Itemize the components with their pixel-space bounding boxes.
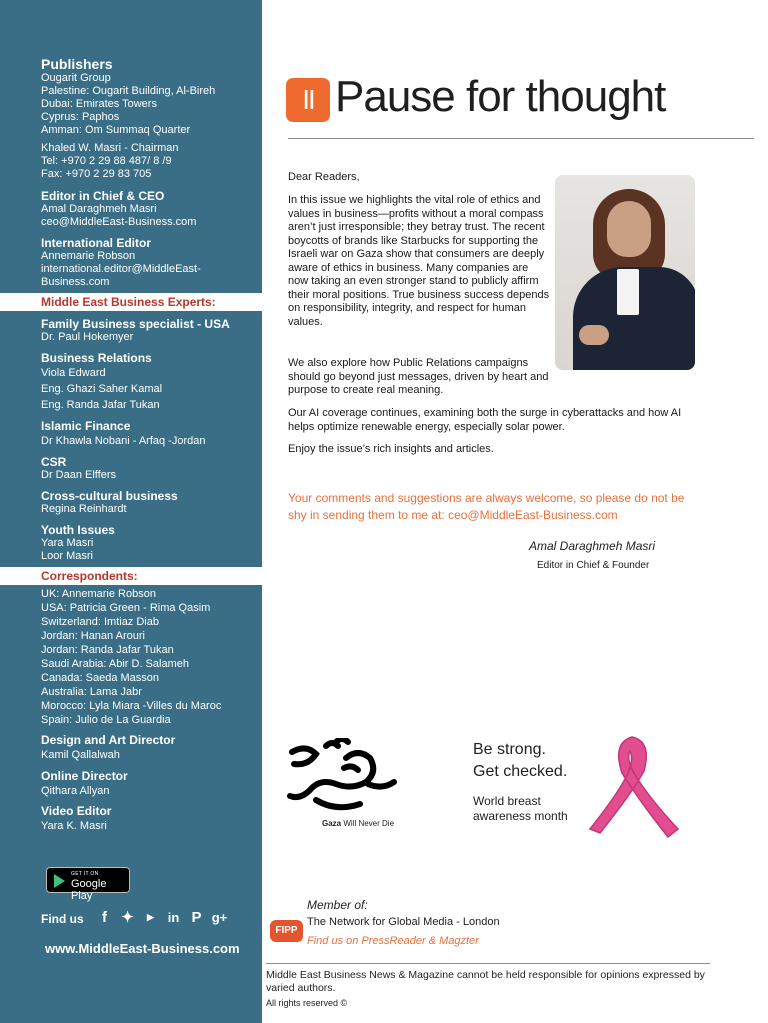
editor-title: Editor in Chief & CEO <box>41 189 165 203</box>
youtube-icon[interactable]: ▶ <box>147 912 154 922</box>
correspondent-item: Jordan: Randa Jafar Tukan <box>41 644 174 656</box>
experts-band <box>0 293 262 311</box>
youth-name: Loor Masri <box>41 550 93 562</box>
islamic-block <box>41 419 256 448</box>
cross-name: Regina Reinhardt <box>41 503 127 515</box>
comment-invitation: Your comments and suggestions are always welcome, so please do not be shy in sending them to me at: ceo@MiddleEast-Business.com <box>288 491 685 522</box>
chairman-line: Khaled W. Masri - Chairman <box>41 142 179 154</box>
google-play-label: Google Play <box>71 878 107 902</box>
experts-heading: Middle East Business Experts: <box>41 295 216 309</box>
pinterest-icon[interactable]: P <box>191 909 202 926</box>
breast-line-3: World breast <box>473 794 541 808</box>
video-block <box>41 804 256 833</box>
pause-logo: II <box>286 78 330 122</box>
footer-divider <box>266 963 710 964</box>
cross-title: Cross-cultural business <box>41 489 178 503</box>
correspondent-item: Spain: Julio de La Guardia <box>41 714 171 726</box>
design-name: Kamil Qallalwah <box>41 749 120 761</box>
correspondents-heading: Correspondents: <box>41 569 138 583</box>
online-name: Qithara Allyan <box>41 785 110 797</box>
editor-block <box>41 189 256 229</box>
family-block <box>41 317 256 344</box>
correspondent-item: Saudi Arabia: Abir D. Salameh <box>41 658 189 670</box>
google-play-small-label: GET IT ON <box>71 871 99 877</box>
breast-slogan <box>473 739 567 783</box>
paragraph: Enjoy the issue’s rich insights and articles. <box>288 443 494 455</box>
online-block <box>41 769 256 798</box>
csr-block <box>41 455 256 482</box>
rights-text: All rights reserved © <box>266 998 348 1008</box>
breast-line-4: awareness month <box>473 809 568 823</box>
member-of-label: Member of: <box>307 898 368 912</box>
disclaimer: Middle East Business News & Magazine cannot be held responsible for opinions expressed by varied authors. <box>266 969 705 994</box>
correspondents-band <box>0 567 262 585</box>
gaza-caption-bold: Gaza <box>322 819 342 828</box>
relations-block <box>41 351 256 412</box>
relations-name: Viola Edward <box>41 367 106 379</box>
twitter-icon[interactable]: ✦ <box>121 909 134 926</box>
sidebar <box>0 0 262 1023</box>
signature-name: Amal Daraghmeh Masri <box>529 539 656 553</box>
islamic-title: Islamic Finance <box>41 419 131 433</box>
design-title: Design and Art Director <box>41 733 176 747</box>
pressreader-link[interactable]: Find us on PressReader & Magzter <box>307 935 479 947</box>
page-title: Pause for thought <box>335 72 666 121</box>
correspondent-item: Switzerland: Imtiaz Diab <box>41 616 159 628</box>
google-play-button[interactable] <box>46 867 130 902</box>
youth-name: Yara Masri <box>41 537 94 549</box>
linkedin-icon[interactable]: in <box>167 910 180 925</box>
islamic-name: Dr Khawla Nobani - Arfaq -Jordan <box>41 435 206 447</box>
social-icons <box>95 908 229 927</box>
design-block <box>41 733 256 762</box>
intl-editor-title: International Editor <box>41 236 152 250</box>
publishers-line: Ougarit Group <box>41 72 111 84</box>
breast-month <box>473 794 568 824</box>
publishers-line: Palestine: Ougarit Building, Al-Bireh <box>41 85 216 97</box>
gaza-caption <box>322 819 394 828</box>
find-us-label: Find us <box>41 912 84 926</box>
gaza-calligraphy-logo <box>286 738 398 832</box>
family-name: Dr. Paul Hokemyer <box>41 331 134 343</box>
publishers-line: Amman: Om Summaq Quarter <box>41 124 191 136</box>
csr-title: CSR <box>41 455 67 469</box>
family-title: Family Business specialist - USA <box>41 317 230 331</box>
gaza-caption-rest: Will Never Die <box>341 819 395 828</box>
cross-block <box>41 489 256 516</box>
fipp-logo: FIPP <box>270 920 303 942</box>
paragraph: We also explore how Public Relations campaigns should go beyond just messages, driven by heart and purpose to create real meaning. <box>288 357 549 396</box>
google-play-icon <box>54 874 65 888</box>
editor-email[interactable]: ceo@MiddleEast-Business.com <box>41 216 197 228</box>
greeting: Dear Readers, <box>288 171 360 183</box>
csr-name: Dr Daan Elffers <box>41 469 116 481</box>
correspondent-item: Jordan: Hanan Arouri <box>41 630 145 642</box>
online-title: Online Director <box>41 769 128 783</box>
correspondent-item: Canada: Saeda Masson <box>41 672 160 684</box>
intl-editor-name: Annemarie Robson <box>41 250 136 262</box>
paragraph: Our AI coverage continues, examining both the surge in cyberattacks and how AI helps optimize renewable energy, especially solar power. <box>288 407 682 433</box>
youth-block <box>41 523 256 563</box>
video-title: Video Editor <box>41 804 112 818</box>
relations-name: Eng. Randa Jafar Tukan <box>41 399 160 411</box>
relations-name: Eng. Ghazi Saher Kamal <box>41 383 163 395</box>
publishers-block <box>41 56 256 137</box>
correspondents-list <box>41 587 256 727</box>
publishers-line: Dubai: Emirates Towers <box>41 98 157 110</box>
breast-line-2: Get checked. <box>473 763 568 780</box>
correspondent-item: USA: Patricia Green - Rima Qasim <box>41 602 211 614</box>
correspondent-item: Morocco: Lyla Miara -Villes du Maroc <box>41 700 222 712</box>
editor-name: Amal Daraghmeh Masri <box>41 203 157 215</box>
chairman-block <box>41 142 256 181</box>
paragraph: In this issue we highlights the vital role of ethics and values in business—profits without a moral compass aren’t just irresponsible; they betray trust. The recent boycotts of brands like Starbucks for supporting the Israeli war on Gaza show that consumers are deeply aware of ethics in business. Many companies are now taking an even stronger stand to publicly affirm their moral positions. True business success depends on responsibility, integrity, and respect for human values. <box>288 194 550 328</box>
network-text: The Network for Global Media - London <box>307 916 500 928</box>
correspondent-item: Australia: Lama Jabr <box>41 686 142 698</box>
intl-editor-email[interactable]: Business.com <box>41 276 110 288</box>
chairman-phone: Tel: +970 2 29 88 487/ 8 /9 <box>41 155 172 167</box>
pink-ribbon-icon <box>582 733 692 843</box>
publishers-title: Publishers <box>41 56 113 72</box>
publishers-line: Cyprus: Paphos <box>41 111 120 123</box>
relations-title: Business Relations <box>41 351 152 365</box>
website-link[interactable]: www.MiddleEast-Business.com <box>45 941 240 956</box>
breast-line-1: Be strong. <box>473 741 546 758</box>
correspondent-item: UK: Annemarie Robson <box>41 588 156 600</box>
facebook-icon[interactable]: f <box>102 909 107 926</box>
googleplus-icon[interactable]: g+ <box>211 910 228 925</box>
intl-editor-block <box>41 236 256 289</box>
video-name: Yara K. Masri <box>41 820 107 832</box>
signature-role: Editor in Chief & Founder <box>537 560 650 571</box>
title-divider <box>288 138 754 139</box>
editor-photo <box>555 175 695 370</box>
intl-editor-email[interactable]: international.editor@MiddleEast- <box>41 263 201 275</box>
youth-title: Youth Issues <box>41 523 115 537</box>
chairman-fax: Fax: +970 2 29 83 705 <box>41 168 152 180</box>
